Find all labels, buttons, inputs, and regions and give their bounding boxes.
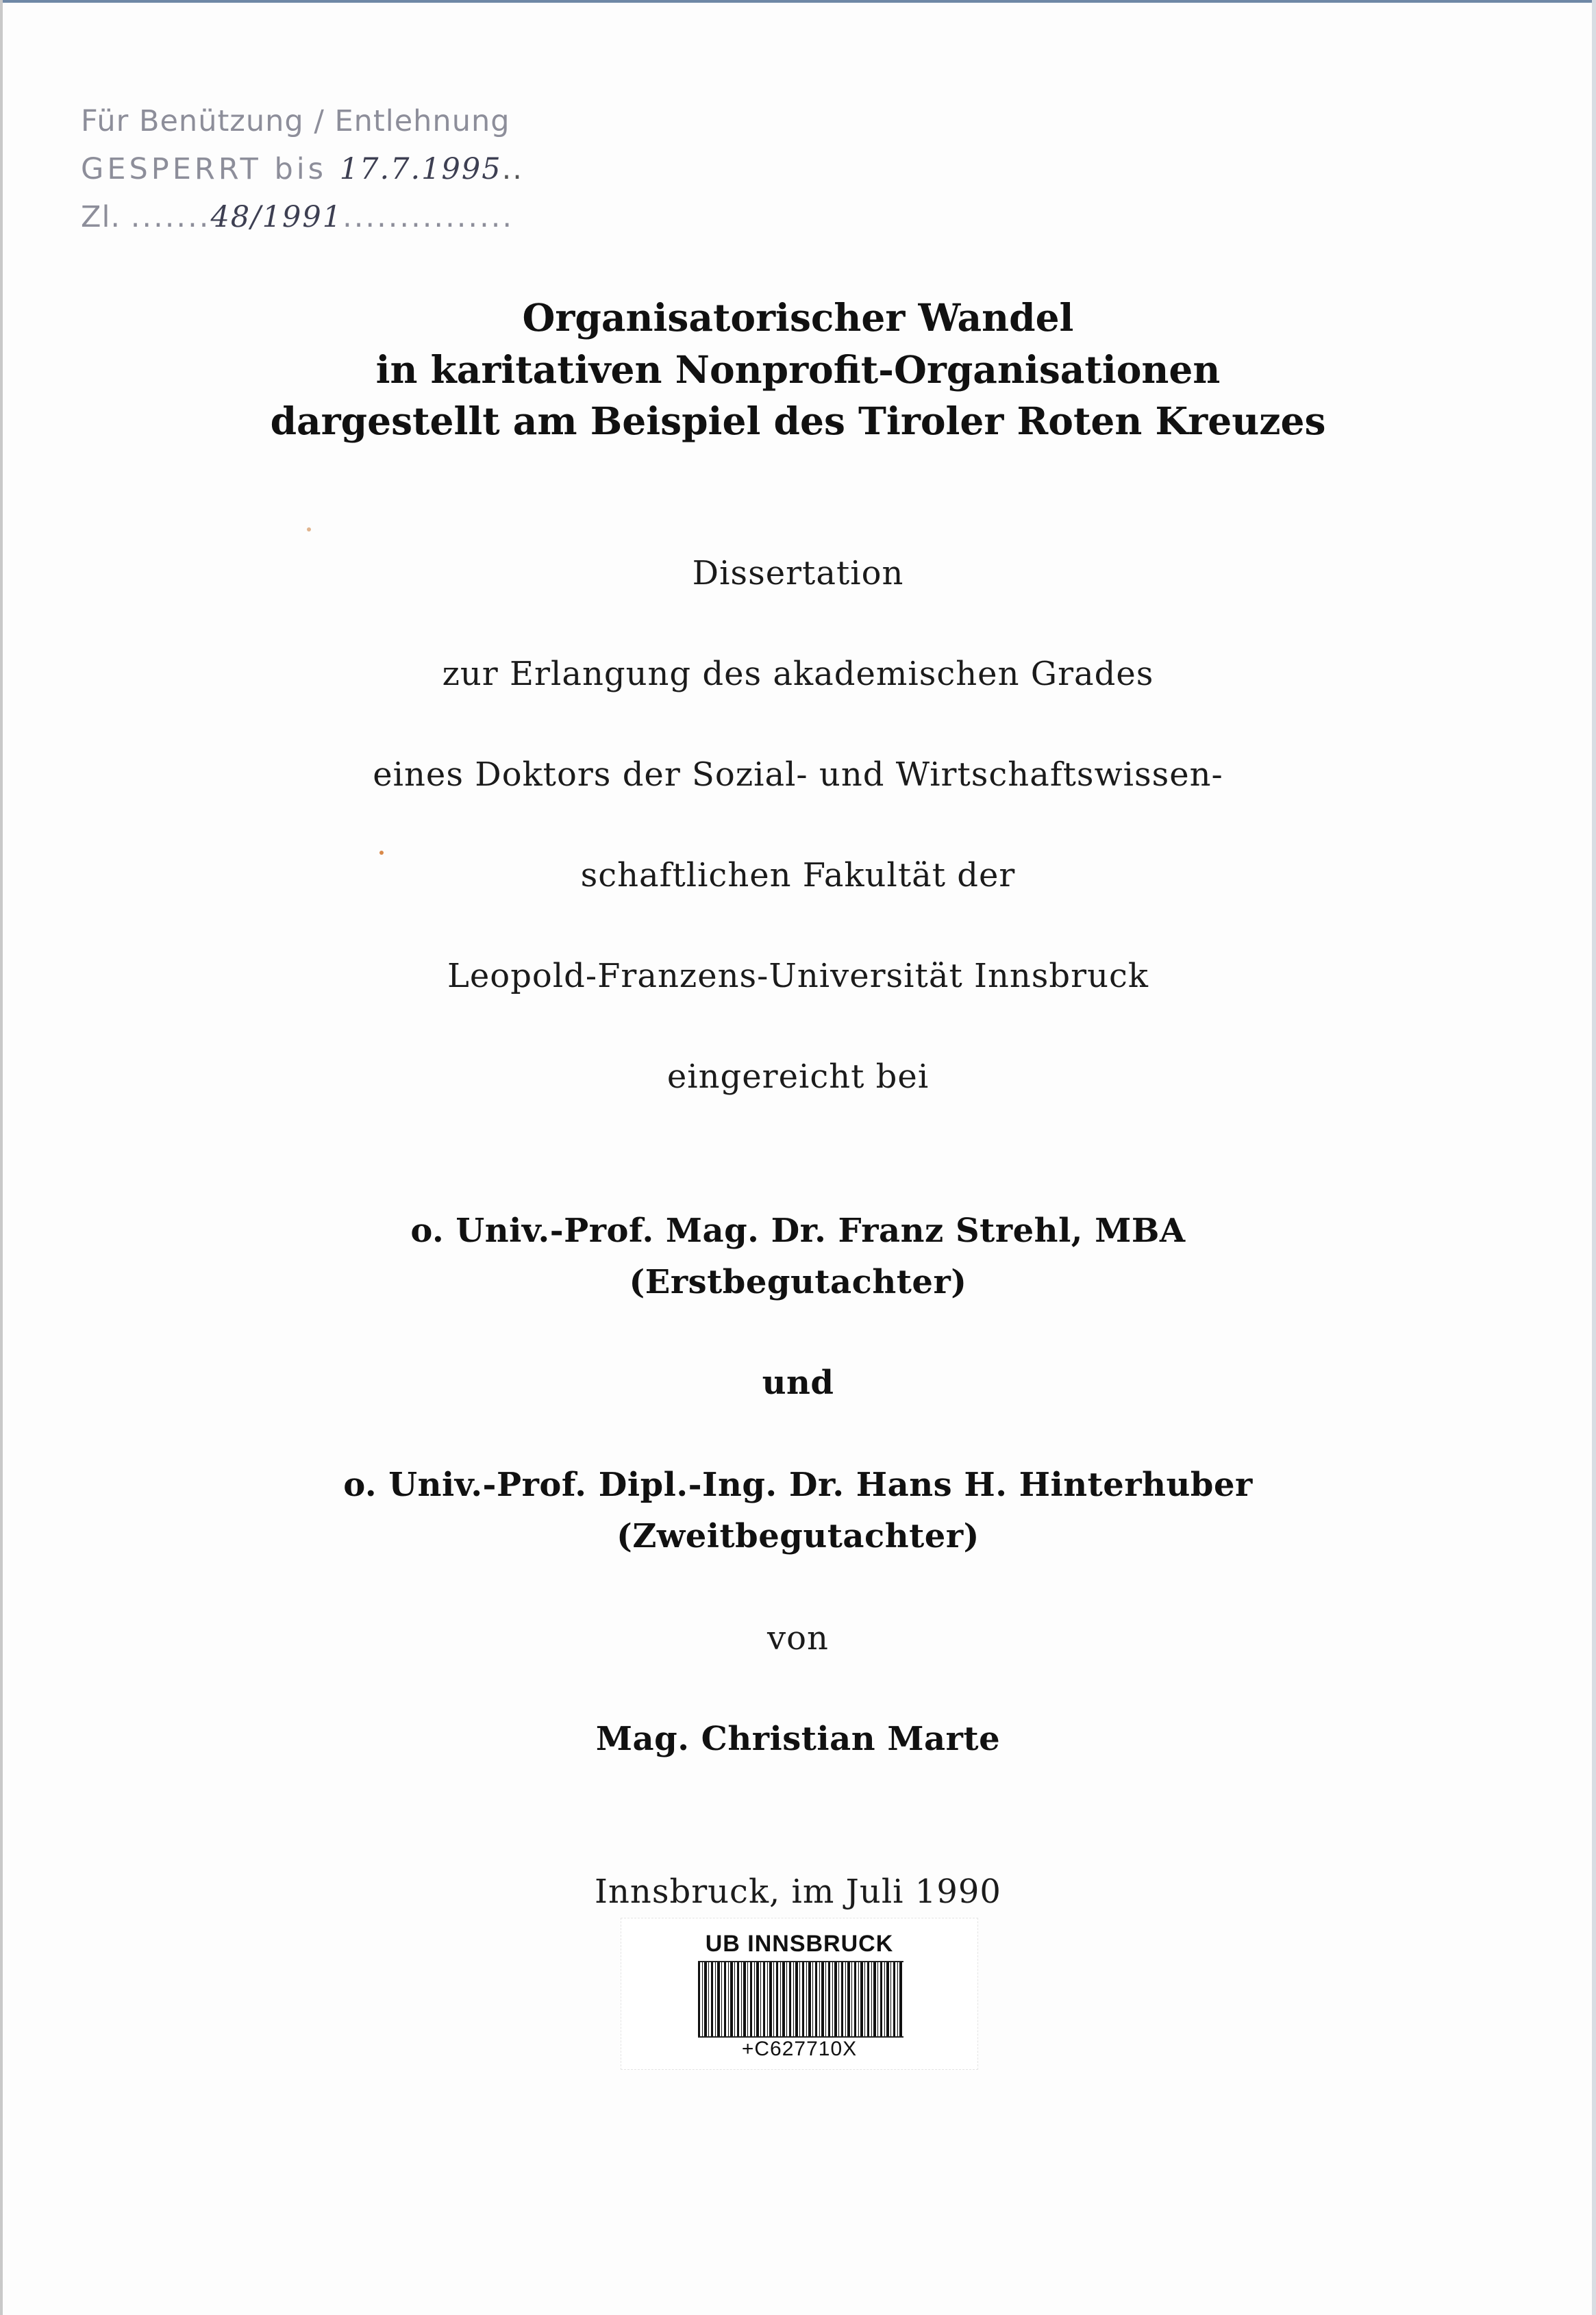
stamp-locked-label: GESPERRT bis — [81, 152, 327, 186]
first-reviewer-role: (Erstbegutachter) — [629, 1263, 967, 1301]
second-reviewer-name: o. Univ.-Prof. Dipl.-Ing. Dr. Hans H. Hinterhuber — [343, 1466, 1253, 1504]
author-name: Mag. Christian Marte — [595, 1720, 1001, 1758]
barcode-icon — [698, 1961, 903, 2038]
page-edge-left — [0, 0, 3, 2315]
stamp-locked-date: 17.7.1995 — [339, 152, 502, 186]
barcode-library: UB INNSBRUCK — [705, 1931, 894, 1957]
stamp-number-label: Zl. — [81, 200, 121, 234]
stamp-line-locked: GESPERRT bis 17.7.1995.. — [81, 152, 523, 186]
first-reviewer-name: o. Univ.-Prof. Mag. Dr. Franz Strehl, MBA — [410, 1212, 1186, 1250]
degree-line-2: eines Doktors der Sozial- und Wirtschaftswissen- — [373, 755, 1223, 794]
university-name: Leopold-Franzens-Universität Innsbruck — [447, 957, 1149, 995]
conjunction: und — [762, 1364, 834, 1402]
title-line-3: dargestellt am Beispiel des Tiroler Roten Kreuzes — [270, 399, 1326, 443]
degree-line-3: schaftlichen Fakultät der — [580, 856, 1016, 894]
place-date: Innsbruck, im Juli 1990 — [595, 1873, 1001, 1911]
document-type: Dissertation — [692, 554, 904, 592]
paper-speck — [307, 527, 311, 531]
barcode-label — [621, 1918, 978, 2070]
title-line-2: in karitativen Nonprofit-Organisationen — [375, 347, 1221, 392]
stamp-line-usage: Für Benützung / Entlehnung — [81, 104, 510, 138]
page-edge-right — [1592, 0, 1596, 2315]
submitted-to: eingereicht bei — [666, 1058, 930, 1096]
title-line-1: Organisatorischer Wandel — [522, 295, 1074, 340]
author-by: von — [767, 1619, 829, 1657]
paper-speck — [379, 851, 384, 855]
barcode-code: +C627710X — [741, 2038, 858, 2060]
stamp-number-value: 48/1991 — [210, 200, 343, 234]
second-reviewer-role: (Zweitbegutachter) — [616, 1517, 980, 1555]
stamp-line-number: Zl. .......48/1991............... — [81, 200, 514, 234]
degree-line-1: zur Erlangung des akademischen Grades — [442, 655, 1154, 693]
page-edge-top — [0, 0, 1596, 3]
